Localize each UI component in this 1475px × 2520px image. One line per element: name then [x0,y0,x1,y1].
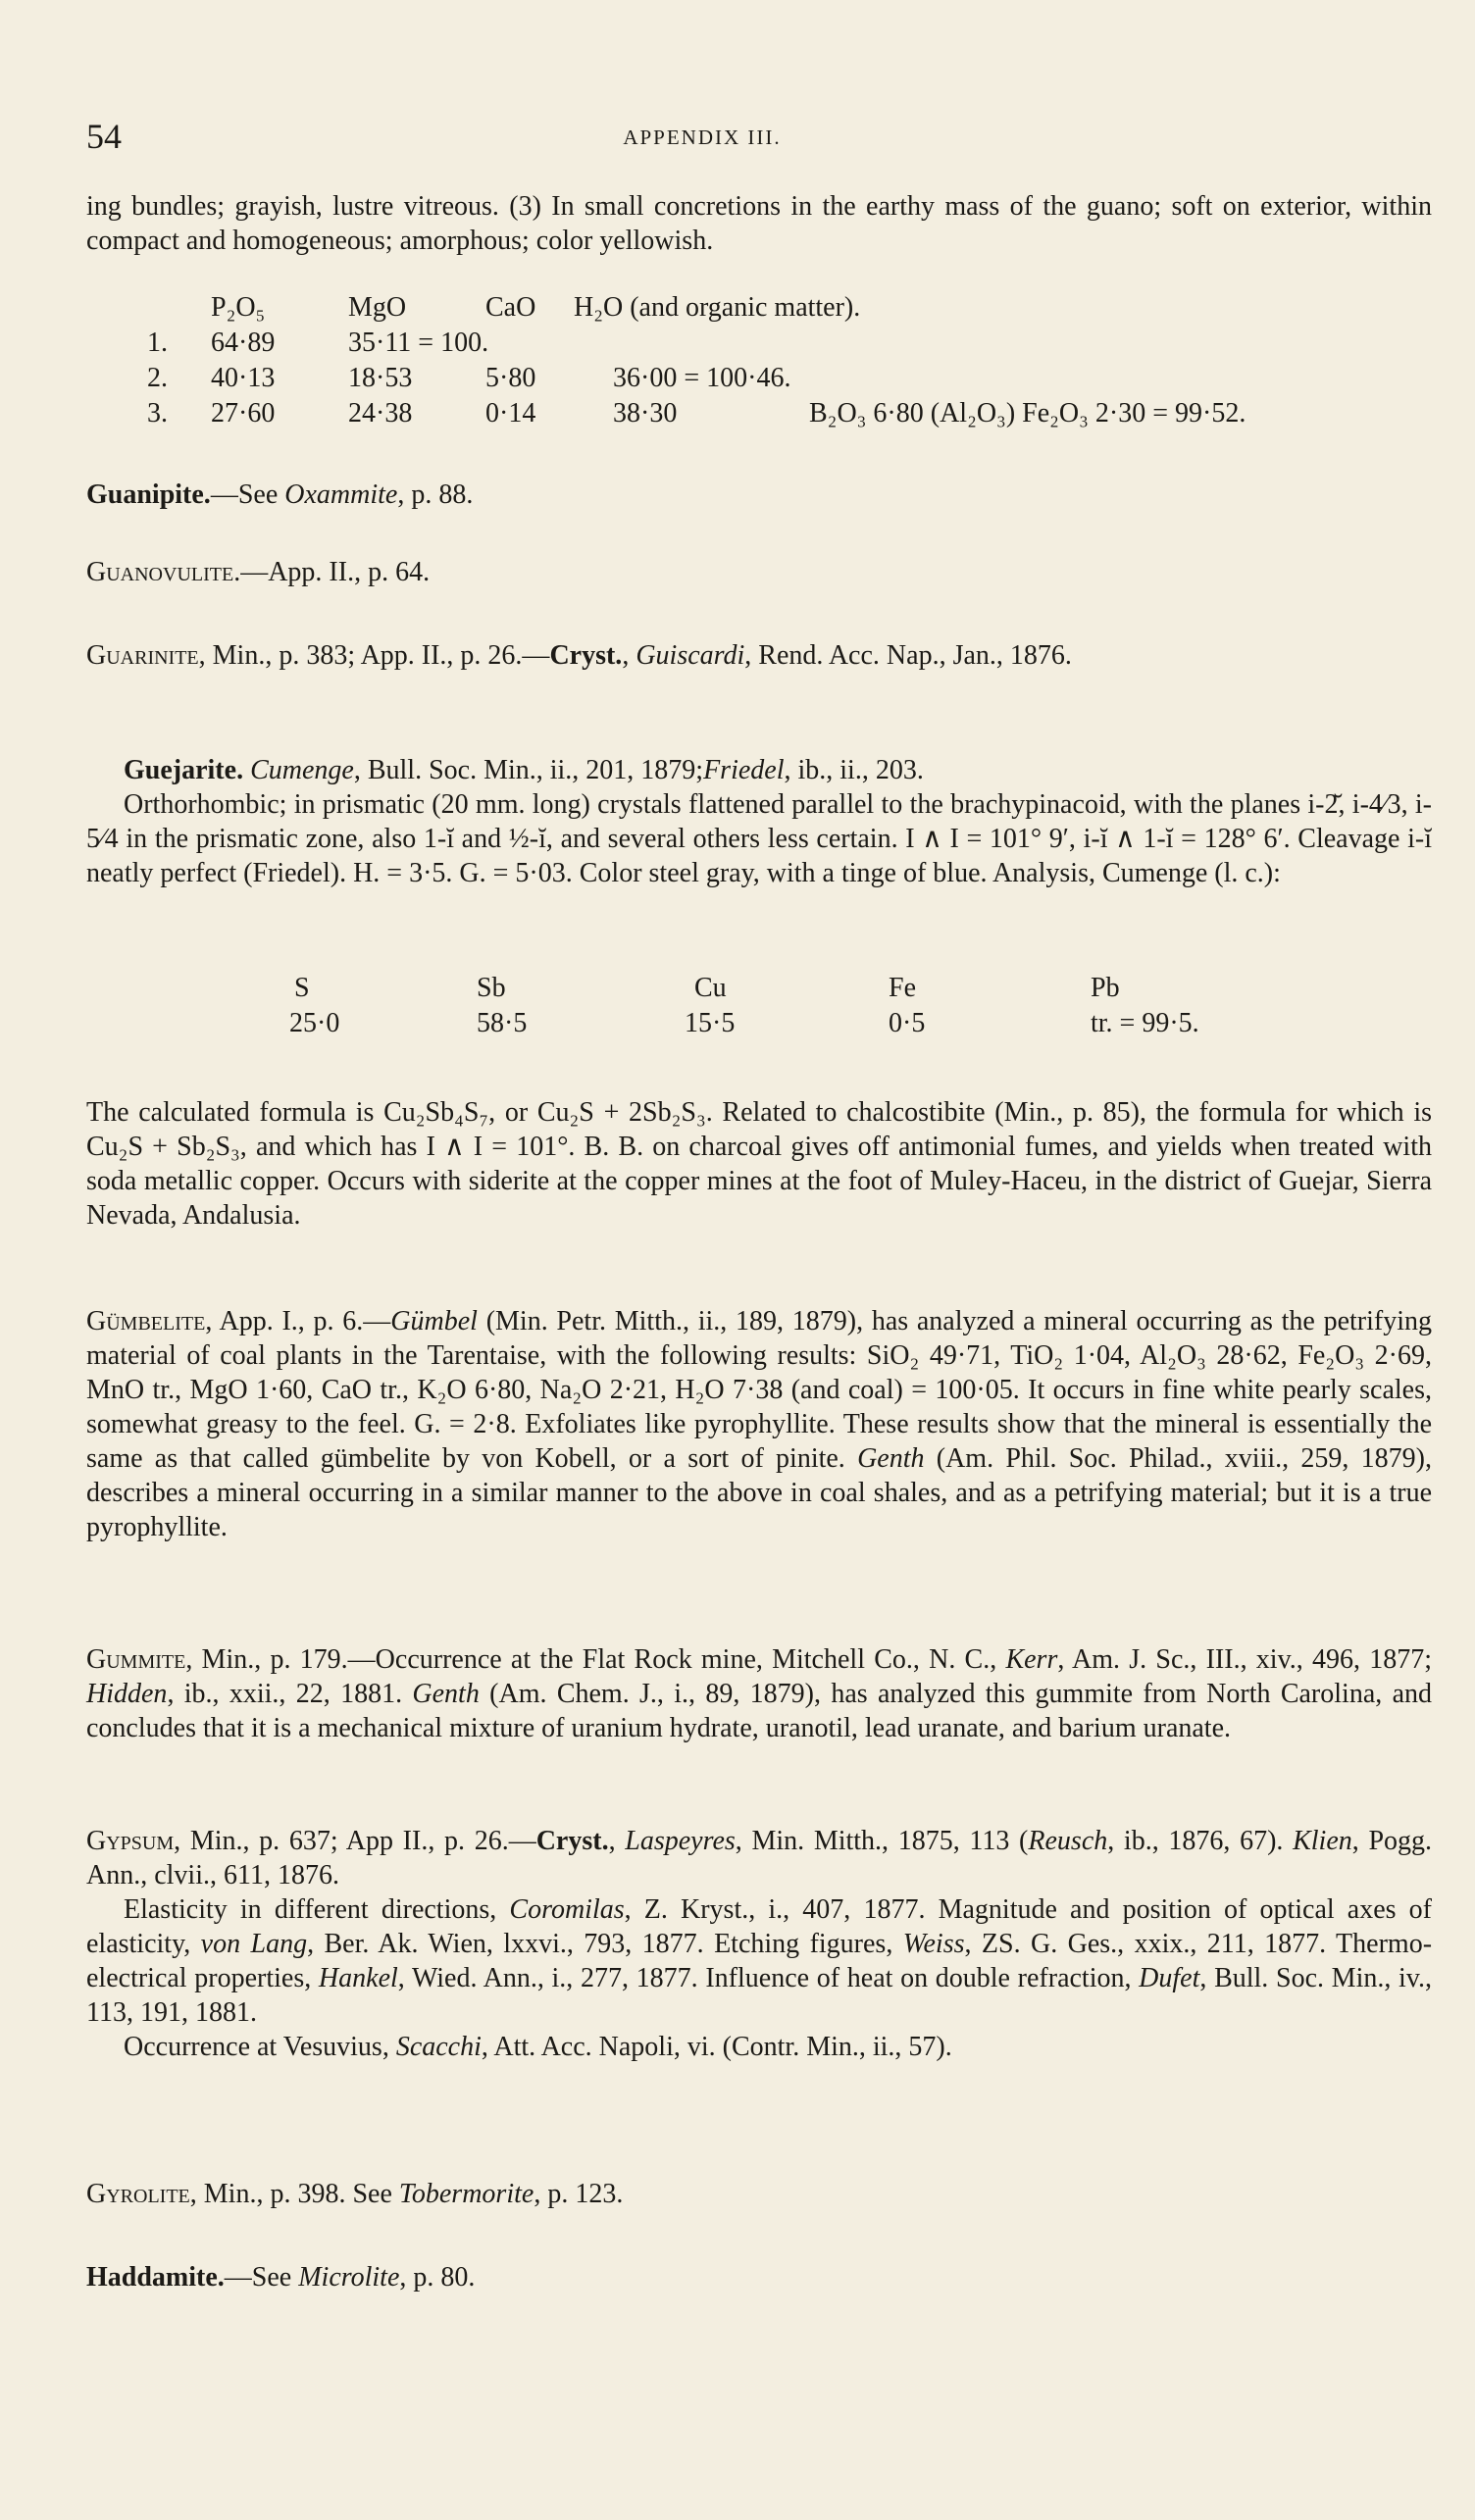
table-header: MgO [348,292,407,323]
document-page: 54 APPENDIX III. ing bundles; grayish, lustre vitreous. (3) In small concretions in the earthy mass of the guano; soft on exterior, within compact and homogeneous; amorphous; color yellowish. P₂O₅ MgO CaO H₂O (and organic matter). 1. 64·89 35·11 = 100. 2. 40·13 18·53 5·80 36·00 = 100·46. 3. 27·60 24·38 0·14 38·30 B₂O₃ 6·80 (Al₂O₃) Fe₂O₃ 2·30 = 99·52. Guanipite.—See Oxammite, p. 88. Guanovulite.—App. II., p. 64. Guarinite, Min., p. 383; App. II., p. 26.—Cryst., Guiscardi, Rend. Acc. Nap., Jan., 1876. Guejarite. Cumenge, Bull. Soc. Min., ii., 201, 1879;Friedel, ib., ii., 203. Orthorhombic; in prismatic (20 mm. long) crystals flattened parallel to the brachypinacoid, with the planes i-2̆, i-4⁄3, i-5⁄4 in the prismatic zone, also 1-ĭ and ½-ĭ, and several others less certain. I ∧ I = 101° 9′, i-ĭ ∧ 1-ĭ = 128° 6′. Cleavage i-ĭ neatly perfect (Friedel). H. = 3·5. G. = 5·03. Color steel gray, with a tinge of blue. Analysis, Cumenge (l. c.): S Sb Cu Fe Pb 25·0 58·5 15·5 0·5 tr. = 99·5. The calculated formula is Cu₂Sb₄S₇, or Cu₂S + 2Sb₂S₃. Related to chalcostibite (Min., p. 85), the formula for which is Cu₂S + Sb₂S₃, and which has I ∧ I = 101°. B. B. on charcoal gives off antimonial fumes, and yields when treated with soda metallic copper. Occurs with siderite at the copper mines at the foot of Muley-Haceu, in the district of Guejar, Sierra Nevada, Andalusia. Gümbelite, App. I., p. 6.—Gümbel (Min. Petr. Mitth., ii., 189, 1879), has analyzed a mineral occurring as the petrifying material of coal plants in the Tarentaise, with the following results: SiO₂ 49·71, TiO₂ 1·04, Al₂O₃ 28·62, Fe₂O₃ 2·69, MnO tr., MgO 1·60, CaO tr., K₂O 6·80, Na₂O 2·21, H₂O 7·38 (and coal) = 100·05. It occurs in fine white pearly scales, somewhat greasy to the feel. G. = 2·8. Exfoliates like pyrophyllite. These results show that the mineral is essentially the same as that called gümbelite by von Kobell, or a sort of pinite. Genth (Am. Phil. Soc. Philad., xviii., 259, 1879), describes a mineral occurring in a similar manner to the above in coal shales, and as a petrifying material; but it is a true pyrophyllite. Gummite, Min., p. 179.—Occurrence at the Flat Rock mine, Mitchell Co., N. C., Kerr, Am. J. Sc., III., xiv., 496, 1877; Hidden, ib., xxii., 22, 1881. Genth (Am. Chem. J., i., 89, 1879), has analyzed this gummite from North Carolina, and concludes that it is a mechanical mixture of uranium hydrate, uranotil, lead uranate, and barium uranate. Gypsum, Min., p. 637; App II., p. 26.—Cryst., Laspeyres, Min. Mitth., 1875, 113 (Reusch, ib., 1876, 67). Klien, Pogg. Ann., clvii., 611, 1876. Elasticity in different directions, Coromilas, Z. Kryst., i., 407, 1877. Magnitude and position of optical axes of elasticity, von Lang, Ber. Ak. Wien, lxxvi., 793, 1877. Etching figures, Weiss, ZS. G. Ges., xxix., 211, 1877. Thermo-electrical properties, Hankel, Wied. Ann., i., 277, 1877. Influence of heat on double refraction, Dufet, Bull. Soc. Min., iv., 113, 191, 1881. Occurrence at Vesuvius, Scacchi, Att. Acc. Napoli, vi. (Contr. Min., ii., 57). Gyrolite, Min., p. 398. See Tobermorite, p. 123. Haddamite.—See Microlite, p. 80. [86,117,1433,2293]
running-title: APPENDIX III. [623,126,782,149]
table-header: CaO [485,292,536,323]
page-header [86,116,1318,155]
entry-gyrolite: Gyrolite, Min., p. 398. See Tobermorite, p. 123. [86,2179,624,2209]
entry-guanipite: Guanipite.—See Oxammite, p. 88. [86,479,474,510]
table-header: P₂O₅ [211,292,266,323]
entry-gypsum: Gypsum, Min., p. 637; App II., p. 26.—Cryst., Laspeyres, Min. Mitth., 1875, 113 (Reusch, ib., 1876, 67). Klien, Pogg. Ann., clvii., 611, 1876. Elasticity in different directions, Coromilas, Z. Kryst., i., 407, 1877. Magnitude and position of optical axes of elasticity, von Lang, Ber. Ak. Wien, lxxvi., 793, 1877. Etching figures, Weiss, ZS. G. Ges., xxix., 211, 1877. Thermo-electrical properties, Hankel, Wied. Ann., i., 277, 1877. Influence of heat on double refraction, Dufet, Bull. Soc. Min., iv., 113, 191, 1881. Occurrence at Vesuvius, Scacchi, Att. Acc. Napoli, vi. (Contr. Min., ii., 57). [86,1826,1433,2062]
entry-guejarite: Guejarite. Cumenge, Bull. Soc. Min., ii., 201, 1879;Friedel, ib., ii., 203. Orthorhombic; in prismatic (20 mm. long) crystals flattened parallel to the brachypinacoid, with the planes i-2̆, i-4⁄3, i-5⁄4 in the prismatic zone, also 1-ĭ and ½-ĭ, and several others less certain. I ∧ I = 101° 9′, i-ĭ ∧ 1-ĭ = 128° 6′. Cleavage i-ĭ neatly perfect (Friedel). H. = 3·5. G. = 5·03. Color steel gray, with a tinge of blue. Analysis, Cumenge (l. c.): [86,755,1432,888]
entry-gumbelite: Gümbelite, App. I., p. 6.—Gümbel (Min. Petr. Mitth., ii., 189, 1879), has analyzed a mineral occurring as the petrifying material of coal plants in the Tarentaise, with the following results: SiO₂ 49·71, TiO₂ 1·04, Al₂O₃ 28·62, Fe₂O₃ 2·69, MnO tr., MgO 1·60, CaO tr., K₂O 6·80, Na₂O 2·21, H₂O 7·38 (and coal) = 100·05. It occurs in fine white pearly scales, somewhat greasy to the feel. G. = 2·8. Exfoliates like pyrophyllite. These results show that the mineral is essentially the same as that called gümbelite by von Kobell, or a sort of pinite. Genth (Am. Phil. Soc. Philad., xviii., 259, 1879), describes a mineral occurring in a similar manner to the above in coal shales, and as a petrifying material; but it is a true pyrophyllite. [86,1306,1432,1542]
page-number: 54 [86,117,122,156]
intro-paragraph: ing bundles; grayish, lustre vitreous. (3) In small concretions in the earthy mass of the guano; soft on exterior, within compact and homogeneous; amorphous; color yellowish. [86,191,1432,256]
table-header: H₂O (and organic matter). [574,292,861,323]
entry-guejarite-notes: The calculated formula is Cu₂Sb₄S₇, or Cu₂S + 2Sb₂S₃. Related to chalcostibite (Min., p. 85), the formula for which is Cu₂S + Sb₂S₃, and which has I ∧ I = 101°. B. B. on charcoal gives off antimonial fumes, and yields when treated with soda metallic copper. Occurs with siderite at the copper mines at the foot of Muley-Haceu, in the district of Guejar, Sierra Nevada, Andalusia. [86,1097,1432,1231]
entry-guarinite: Guarinite, Min., p. 383; App. II., p. 26.—Cryst., Guiscardi, Rend. Acc. Nap., Jan., 1876. [86,640,1072,671]
entry-guanovulite: Guanovulite.—App. II., p. 64. [86,557,431,587]
entry-haddamite: Haddamite.—See Microlite, p. 80. [86,2262,476,2293]
entry-gummite: Gummite, Min., p. 179.—Occurrence at the Flat Rock mine, Mitchell Co., N. C., Kerr, Am. J. Sc., III., xiv., 496, 1877; Hidden, ib., xxii., 22, 1881. Genth (Am. Chem. J., i., 89, 1879), has analyzed this gummite from North Carolina, and concludes that it is a mechanical mixture of uranium hydrate, uranotil, lead uranate, and barium uranate. [86,1644,1432,1743]
